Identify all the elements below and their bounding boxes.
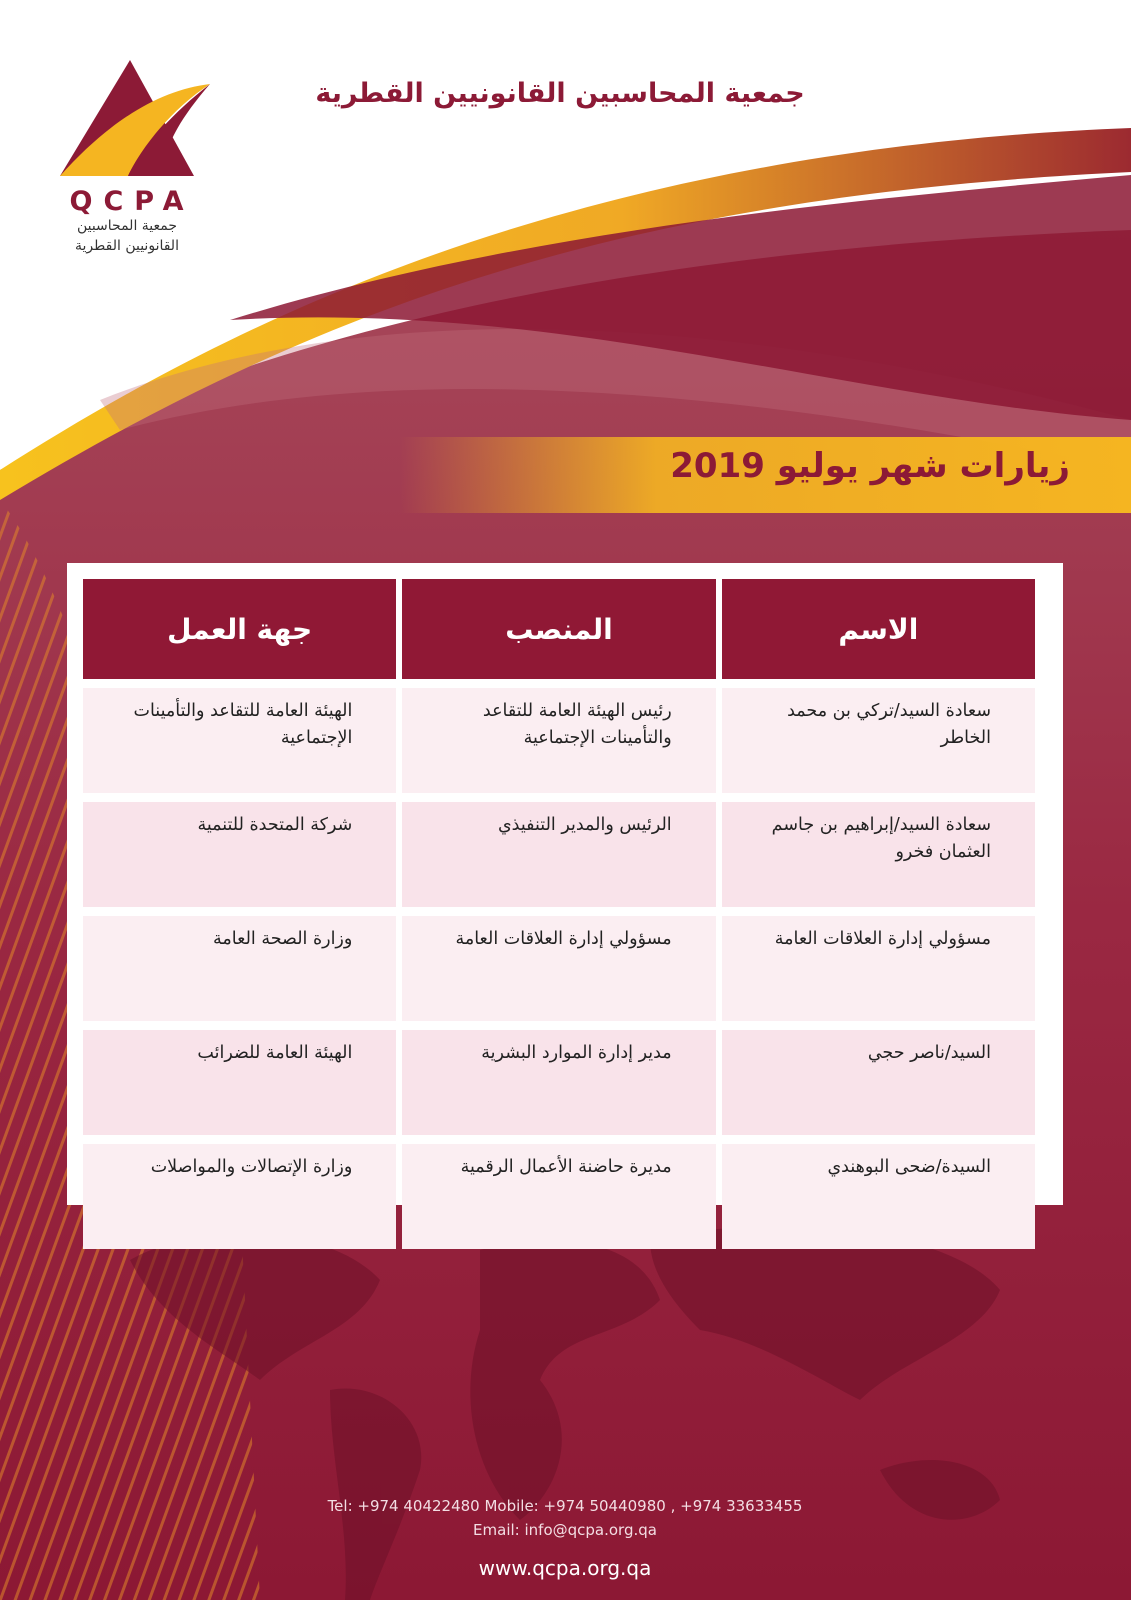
cell-employer: الهيئة العامة للضرائب xyxy=(83,1030,396,1135)
cell-name: السيد/ناصر حجي xyxy=(722,1030,1035,1135)
footer-website[interactable]: www.qcpa.org.qa xyxy=(478,1556,652,1580)
cell-position: مسؤولي إدارة العلاقات العامة xyxy=(402,916,715,1021)
logo-subtitle-line-1: جمعية المحاسبين xyxy=(76,218,178,234)
cell-position: رئيس الهيئة العامة للتقاعد والتأمينات الإجتماعية xyxy=(402,688,715,793)
logo-text: QCPA xyxy=(69,186,195,217)
cell-name: مسؤولي إدارة العلاقات العامة xyxy=(722,916,1035,1021)
table-row xyxy=(83,1030,1035,1135)
footer-phone: Tel: +974 40422480 Mobile: +974 50440980 , +974 33633455 xyxy=(327,1497,803,1515)
logo-subtitle-line-2: القانونيين القطرية xyxy=(75,238,179,254)
table-header-row xyxy=(83,579,1035,679)
visits-table xyxy=(77,570,1041,1258)
cell-name: السيدة/ضحى البوهندي xyxy=(722,1144,1035,1249)
table-row xyxy=(83,916,1035,1021)
cell-position: مدير إدارة الموارد البشرية xyxy=(402,1030,715,1135)
cell-employer: وزارة الإتصالات والمواصلات xyxy=(83,1144,396,1249)
footer-email[interactable]: Email: info@qcpa.org.qa xyxy=(473,1521,657,1539)
column-header-employer: جهة العمل xyxy=(83,579,396,679)
table-row xyxy=(83,688,1035,793)
logo-subtitle xyxy=(52,216,202,256)
cell-position: مديرة حاضنة الأعمال الرقمية xyxy=(402,1144,715,1249)
cell-name: سعادة السيد/إبراهيم بن جاسم العثمان فخرو xyxy=(722,802,1035,907)
cell-employer: الهيئة العامة للتقاعد والتأمينات الإجتماعية xyxy=(83,688,396,793)
column-header-position: المنصب xyxy=(402,579,715,679)
cell-position: الرئيس والمدير التنفيذي xyxy=(402,802,715,907)
table-row xyxy=(83,802,1035,907)
page-title: زيارات شهر يوليو 2019 xyxy=(670,446,1070,486)
column-header-name: الاسم xyxy=(722,579,1035,679)
cell-name: سعادة السيد/تركي بن محمد الخاطر xyxy=(722,688,1035,793)
cell-employer: شركة المتحدة للتنمية xyxy=(83,802,396,907)
organization-name: جمعية المحاسبين القانونيين القطرية xyxy=(315,78,805,109)
cell-employer: وزارة الصحة العامة xyxy=(83,916,396,1021)
visits-table-card xyxy=(67,563,1063,1205)
table-row xyxy=(83,1144,1035,1249)
